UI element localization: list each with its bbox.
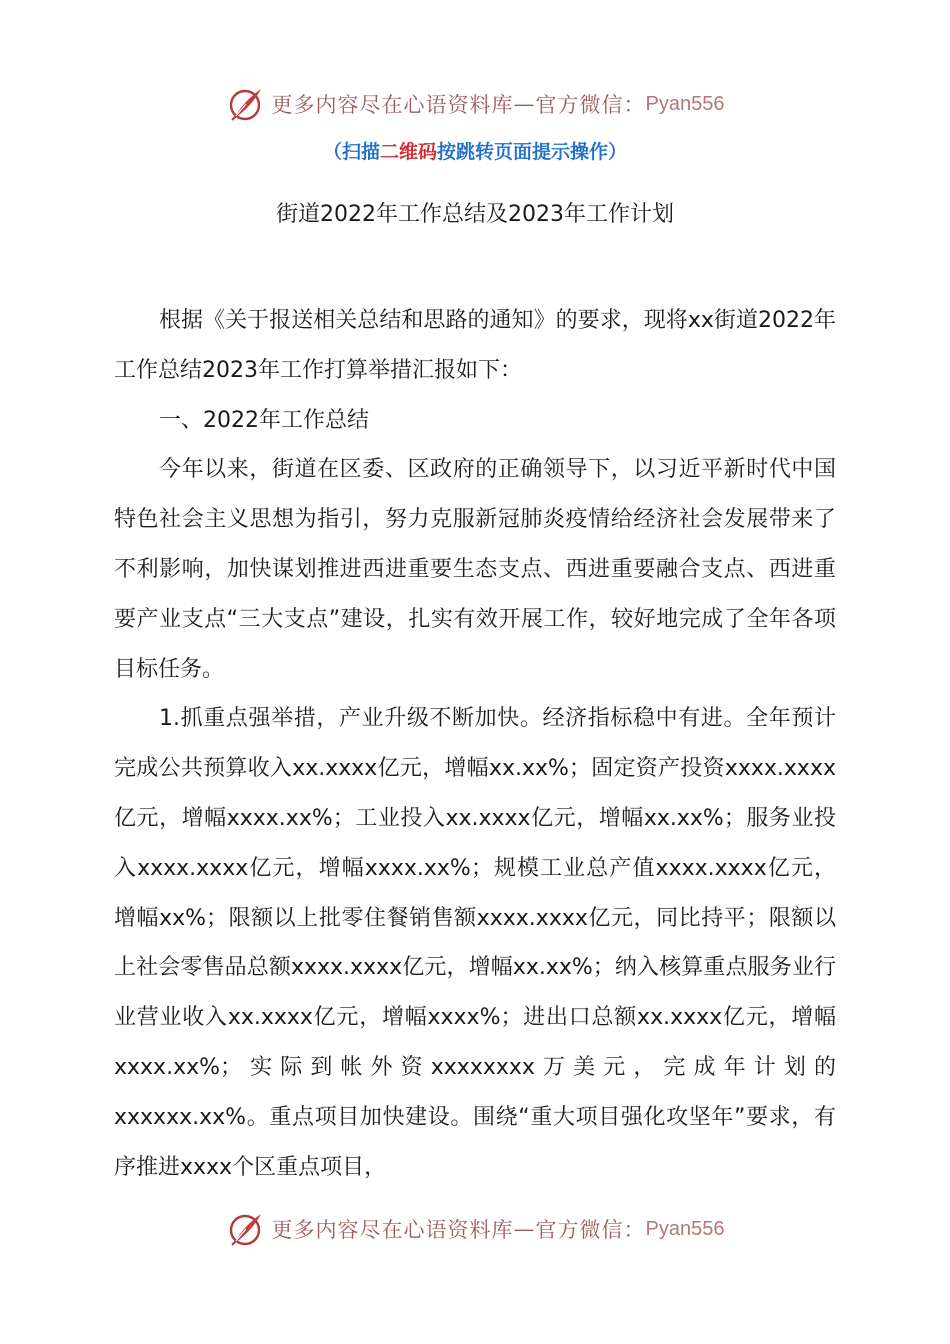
footer-slogan: 更多内容尽在心语资料库 <box>271 1218 514 1242</box>
banner-slogan: 更多内容尽在心语资料库 <box>271 93 514 117</box>
banner-dash: — <box>513 92 536 116</box>
document-title: 街道2022年工作总结及2023年工作计划 <box>276 202 674 227</box>
banner-wechat-label: 官方微信： <box>535 93 646 117</box>
paragraph-intro: 根据《关于报送相关总结和思路的通知》的要求，现将xx街道2022年工作总结2023年工作打算举措汇报如下： <box>114 308 836 383</box>
paragraph-overview: 今年以来，街道在区委、区政府的正确领导下，以习近平新时代中国特色社会主义思想为指引，努力克服新冠肺炎疫情给经济社会发展带来了不利影响，加快谋划推进西进重要生态支点、西进重要融合支点、西进重要产业支点“三大支点”建设，扎实有效开展工作，较好地完成了全年各项目标任务。 <box>114 457 836 682</box>
quill-pen-logo-icon <box>226 84 266 124</box>
paragraph-section-heading: 一、2022年工作总结 <box>159 407 369 433</box>
footer-dash: — <box>513 1217 536 1241</box>
scan-hint-qrcode: 二维码 <box>379 141 437 163</box>
footer-banner <box>0 1207 950 1251</box>
paragraph-item-1: 1.抓重点强举措，产业升级不断加快。经济指标稳中有进。全年预计完成公共预算收入xx.xxxx亿元，增幅xx.xx%；固定资产投资xxxx.xxxx亿元，增幅xxxx.xx%；工业投入xx.xxxx亿元，增幅xx.xx%；服务业投入xxxx.xxxx亿元，增幅xxxx.xx%；规模工业总产值xxxx.xxxx亿元，增幅xx%；限额以上批零住餐销售额xxxx.xxxx亿元，同比持平；限额以上社会零售品总额xxxx.xxxx亿元，增幅xx.xx%；纳入核算重点服务业行业营业收入xx.xxxx亿元，增幅xxxx%；进出口总额xx.xxxx亿元，增幅xxxx.xx%；实际到帐外资xxxxxxxx万美元，完成年计划的xxxxxx.xx%。重点项目加快建设。围绕“重大项目强化攻坚年”要求，有序推进xxxx个区重点项目， <box>114 706 836 1180</box>
header-banner <box>0 82 950 126</box>
scan-hint <box>0 137 950 164</box>
document-body <box>114 296 836 1192</box>
scan-hint-rest: 按跳转页面提示操作） <box>437 141 628 163</box>
footer-wechat-label: 官方微信： <box>535 1218 646 1242</box>
quill-pen-logo-icon <box>226 1209 266 1249</box>
footer-wechat-id: Pyan556 <box>645 1217 725 1240</box>
banner-wechat-id: Pyan556 <box>645 92 725 115</box>
scan-hint-open: （扫描 <box>322 141 380 163</box>
